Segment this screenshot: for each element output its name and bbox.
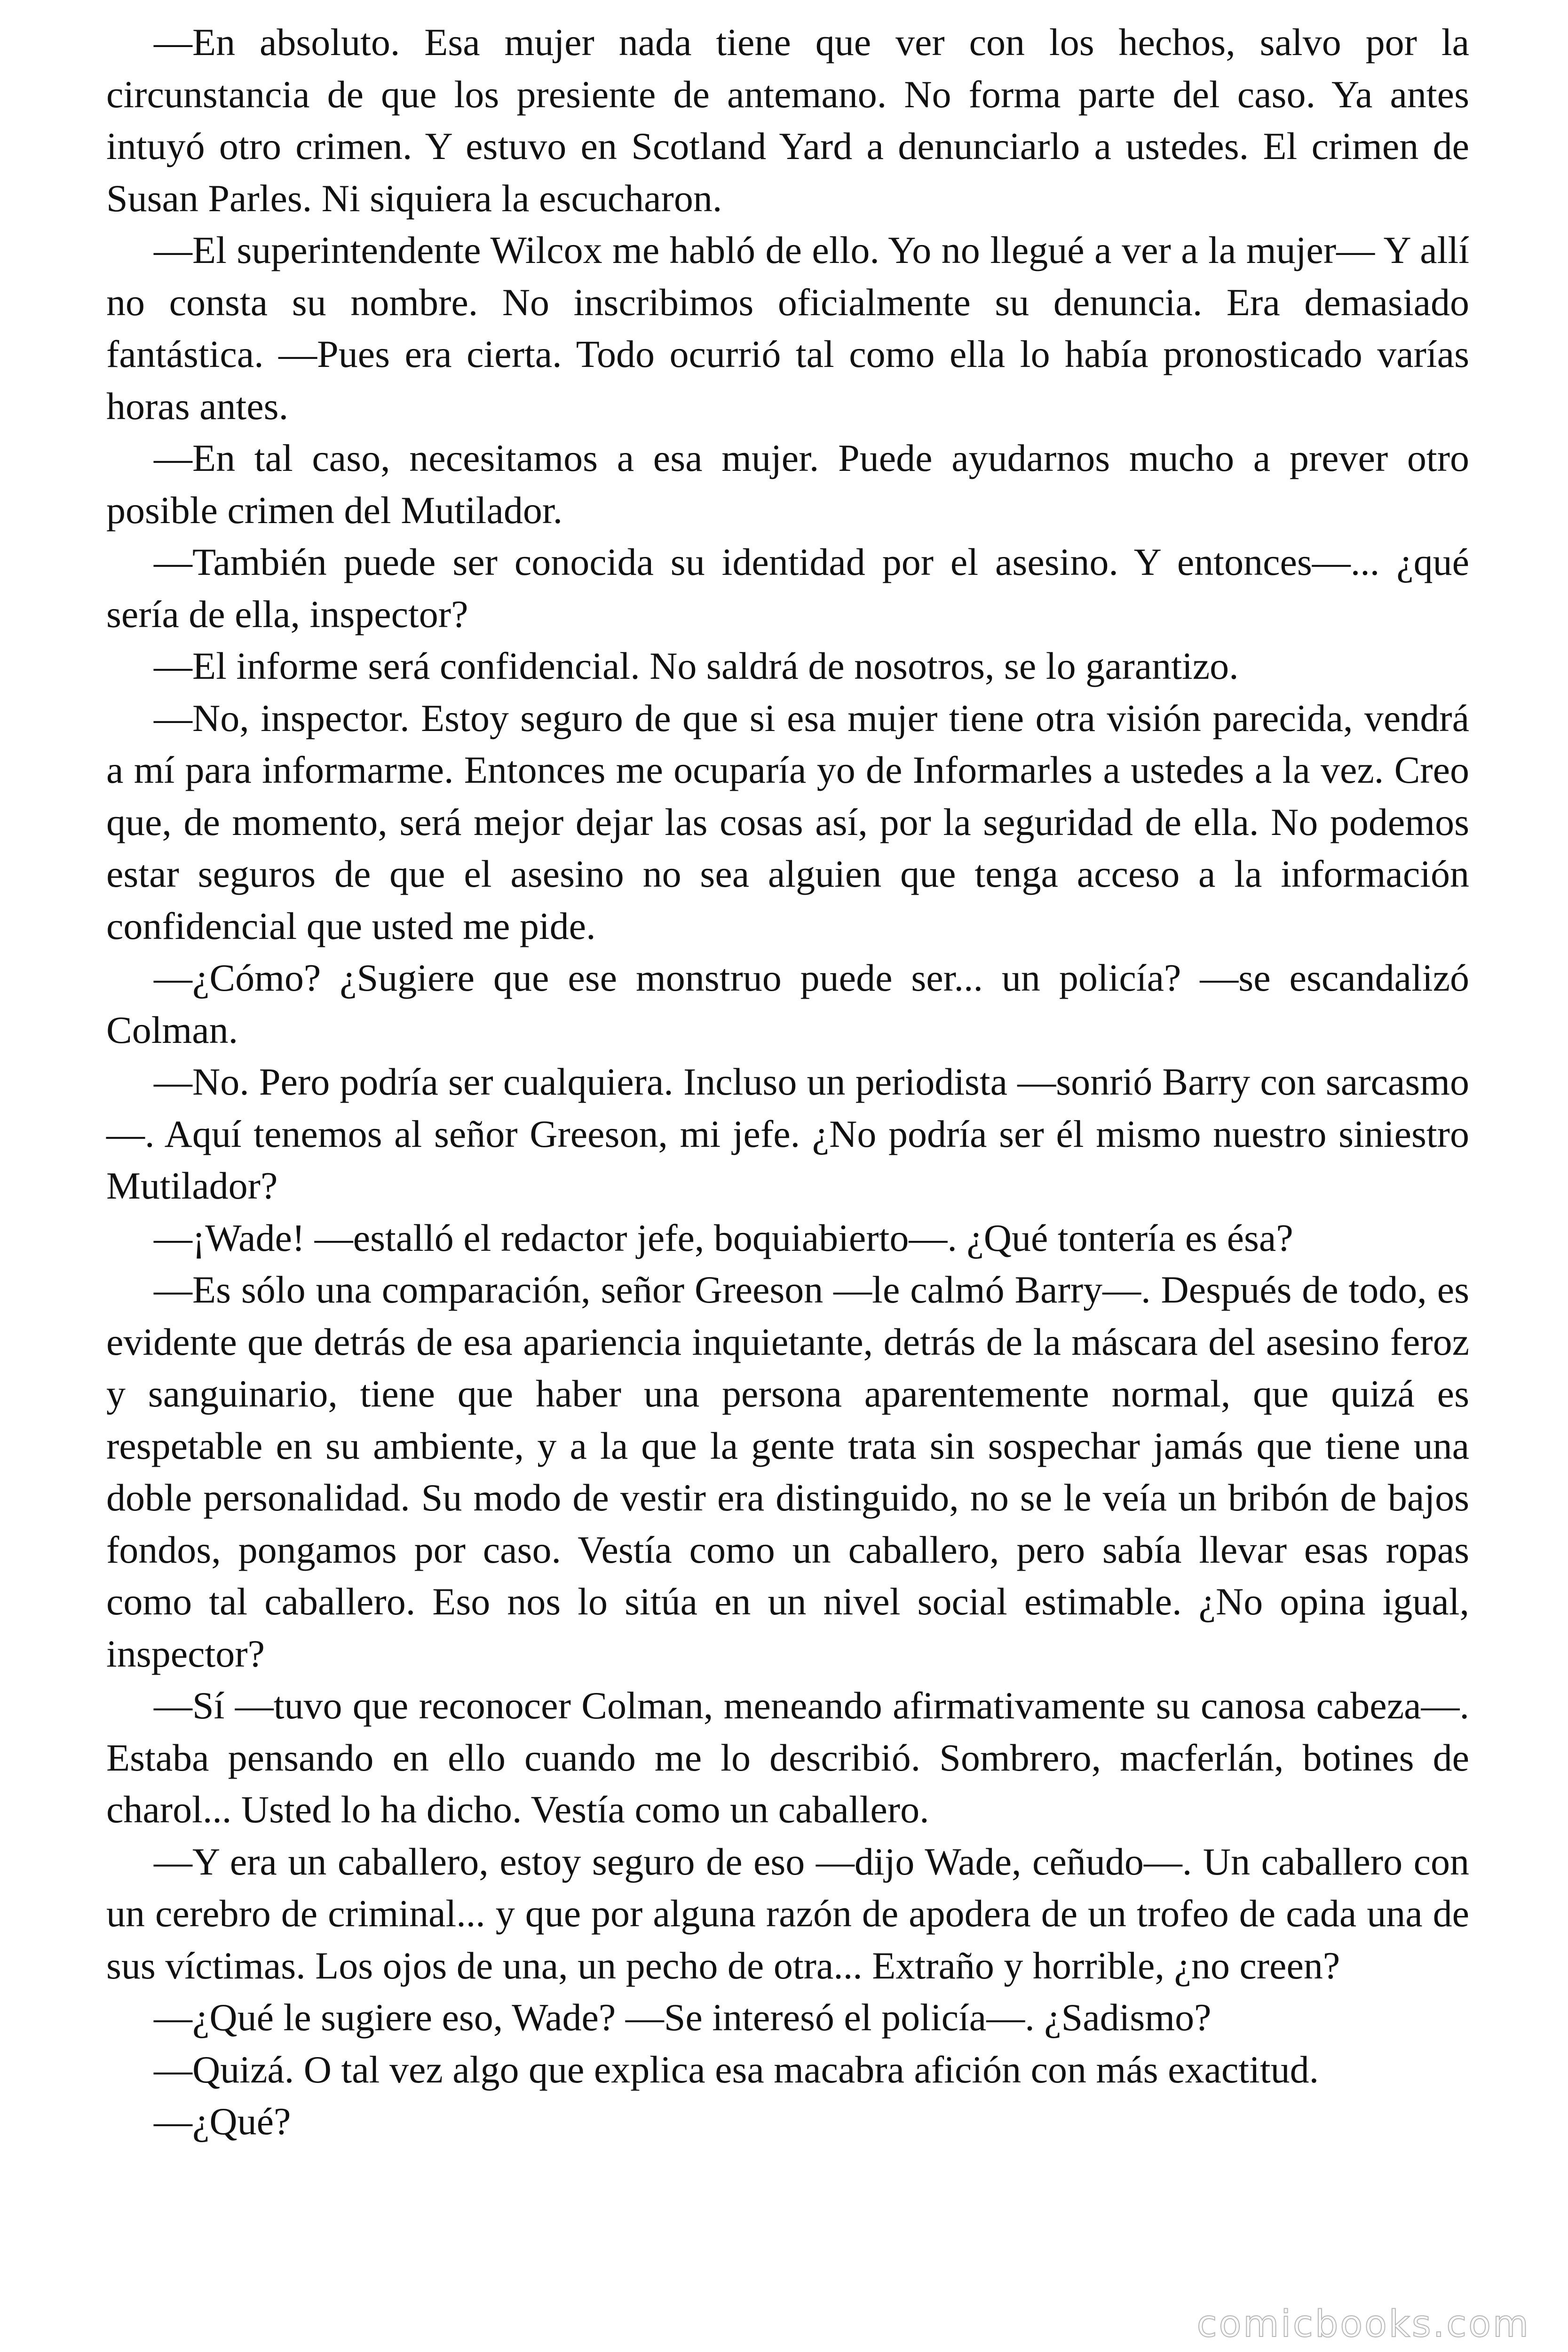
paragraph: —¿Qué le sugiere eso, Wade? —Se interesó el policía—. ¿Sadismo? [154,1996,1212,2039]
paragraph: —¿Cómo? ¿Sugiere que ese monstruo puede ser... un policía? —se escandalizó Colman. [106,956,1469,1051]
paragraph: —No, inspector. Estoy seguro de que si esa mujer tiene otra visión parecida, vendrá a mí para informarme. Entonces me ocuparía yo de Informarles a ustedes a la vez. Creo que, de momento, será mejor dejar las cosas así, por la seguridad de ella. No podemos estar seguros de que el asesino no sea alguien que tenga acceso a la información confidencial que usted me pide. [106,696,1469,947]
paragraph: —También puede ser conocida su identidad por el asesino. Y entonces—... ¿qué sería de ella, inspector? [106,540,1469,636]
paragraph: —Es sólo una comparación, señor Greeson —le calmó Barry—. Después de todo, es evidente que detrás de esa apariencia inquietante, detrás de la máscara del asesino feroz y sanguinario, tiene que haber una persona aparentemente normal, que quizá es respetable en su ambiente, y a la que la gente trata sin sospechar jamás que tiene una doble personalidad. Su modo de vestir era distinguido, no se le veía un bribón de bajos fondos, pongamos por caso. Vestía como un caballero, pero sabía llevar esas ropas como tal caballero. Eso nos lo sitúa en un nivel social estimable. ¿No opina igual, inspector? [106,1268,1469,1675]
watermark: comicbooks.com [1196,2303,1530,2345]
paragraph: —El informe será confidencial. No saldrá de nosotros, se lo garantizo. [154,644,1239,687]
paragraph: —Sí —tuvo que reconocer Colman, meneando afirmativamente su canosa cabeza—. Estaba pensando en ello cuando me lo describió. Sombrero, macferlán, botines de charol... Usted lo ha dicho. Vestía como un caballero. [106,1684,1469,1831]
paragraph: —¿Qué? [154,2100,291,2143]
paragraph: —Y era un caballero, estoy seguro de eso —dijo Wade, ceñudo—. Un caballero con un cerebro de criminal... y que por alguna razón de apodera de un trofeo de cada una de sus víctimas. Los ojos de una, un pecho de otra... Extraño y horrible, ¿no creen? [106,1840,1469,1987]
paragraph: —Quizá. O tal vez algo que explica esa macabra afición con más exactitud. [154,2048,1319,2091]
paragraph: —En absoluto. Esa mujer nada tiene que ver con los hechos, salvo por la circunstancia de que los presiente de antemano. No forma parte del caso. Ya antes intuyó otro crimen. Y estuvo en Scotland Yard a denunciarlo a ustedes. El crimen de Susan Parles. Ni siquiera la escucharon. [106,21,1469,220]
book-page-text [106,16,1469,2148]
paragraph: —¡Wade! —estalló el redactor jefe, boquiabierto—. ¿Qué tontería es ésa? [154,1216,1293,1259]
paragraph: —En tal caso, necesitamos a esa mujer. Puede ayudarnos mucho a prever otro posible crimen del Mutilador. [106,437,1469,532]
paragraph: —El superintendente Wilcox me habló de ello. Yo no llegué a ver a la mujer— Y allí no consta su nombre. No inscribimos oficialmente su denuncia. Era demasiado fantástica. —Pues era cierta. Todo ocurrió tal como ella lo había pronosticado varías horas antes. [106,229,1469,428]
paragraph: —No. Pero podría ser cualquiera. Incluso un periodista —sonrió Barry con sarcasmo—. Aquí tenemos al señor Greeson, mi jefe. ¿No podría ser él mismo nuestro siniestro Mutilador? [106,1060,1469,1207]
